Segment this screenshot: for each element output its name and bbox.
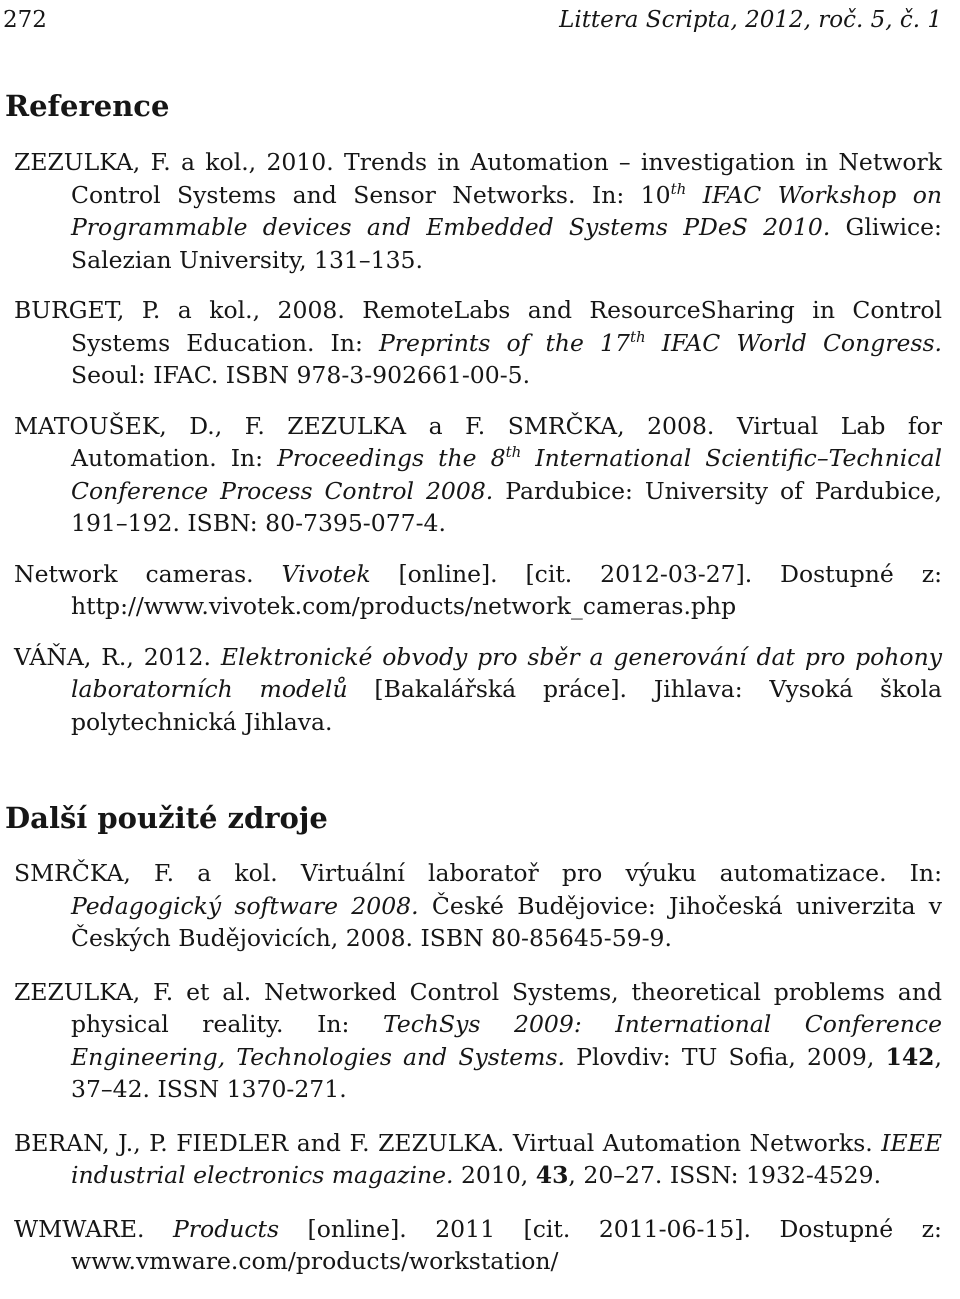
page-header: [3, 2, 942, 38]
reference-item: BERAN, J., P. FIEDLER and F. ZEZULKA. Virtual Automation Networks. IEEE industrial electronics magazine. 2010, 43, 20–27. ISSN: 1932-4529.: [14, 1128, 942, 1189]
reference-item: VÁŇA, R., 2012. Elektronické obvody pro sběr a generování dat pro pohony laboratorních modelů [Bakalářská práce]. Jihlava: Vysoká škola polytechnická Jihlava.: [14, 642, 942, 736]
reference-item: SMRČKA, F. a kol. Virtuální laboratoř pro výuku automatizace. In: Pedagogický software 2008. České Budějovice: Jihočeská univerzita v Českých Budějovicích, 2008. ISBN 80-85645-59-9.: [14, 859, 942, 952]
references-list: [14, 146, 942, 756]
other-sources-list: [14, 857, 942, 1299]
reference-item: MATOUŠEK, D., F. ZEZULKA a F. SMRČKA, 2008. Virtual Lab for Automation. In: Proceedings the 8th International Scientific–Technical Conference Process Control 2008. Pardubice: University of Pardubice, 191–192. ISBN: 80-7395-077-4.: [14, 411, 942, 537]
page-number: 272: [3, 7, 47, 33]
reference-item: Network cameras. Vivotek [online]. [cit. 2012-03-27]. Dostupné z: http://www.vivotek.com/products/network_cameras.php: [14, 559, 942, 620]
reference-item: BURGET, P. a kol., 2008. RemoteLabs and ResourceSharing in Control Systems Education. In: Preprints of the 17th IFAC World Congress. Seoul: IFAC. ISBN 978-3-902661-00-5.: [14, 296, 942, 389]
reference-item: WMWARE. Products [online]. 2011 [cit. 2011-06-15]. Dostupné z: www.vmware.com/products/workstation/: [14, 1214, 942, 1275]
references-heading: Reference: [5, 89, 170, 123]
other-sources-heading: Další použité zdroje: [5, 801, 328, 835]
running-head: Littera Scripta, 2012, roč. 5, č. 1: [559, 7, 942, 33]
reference-item: ZEZULKA, F. et al. Networked Control Systems, theoretical problems and physical reality. In: TechSys 2009: International Conference Engineering, Technologies and Systems. Plovdiv: TU Sofia, 2009, 142, 37–42. ISSN 1370-271.: [14, 977, 943, 1103]
reference-item: ZEZULKA, F. a kol., 2010. Trends in Automation – investigation in Network Control Systems and Sensor Networks. In: 10th IFAC Workshop on Programmable devices and Embedded Systems PDeS 2010. Gliwice: Salezian University, 131–135.: [14, 148, 942, 274]
